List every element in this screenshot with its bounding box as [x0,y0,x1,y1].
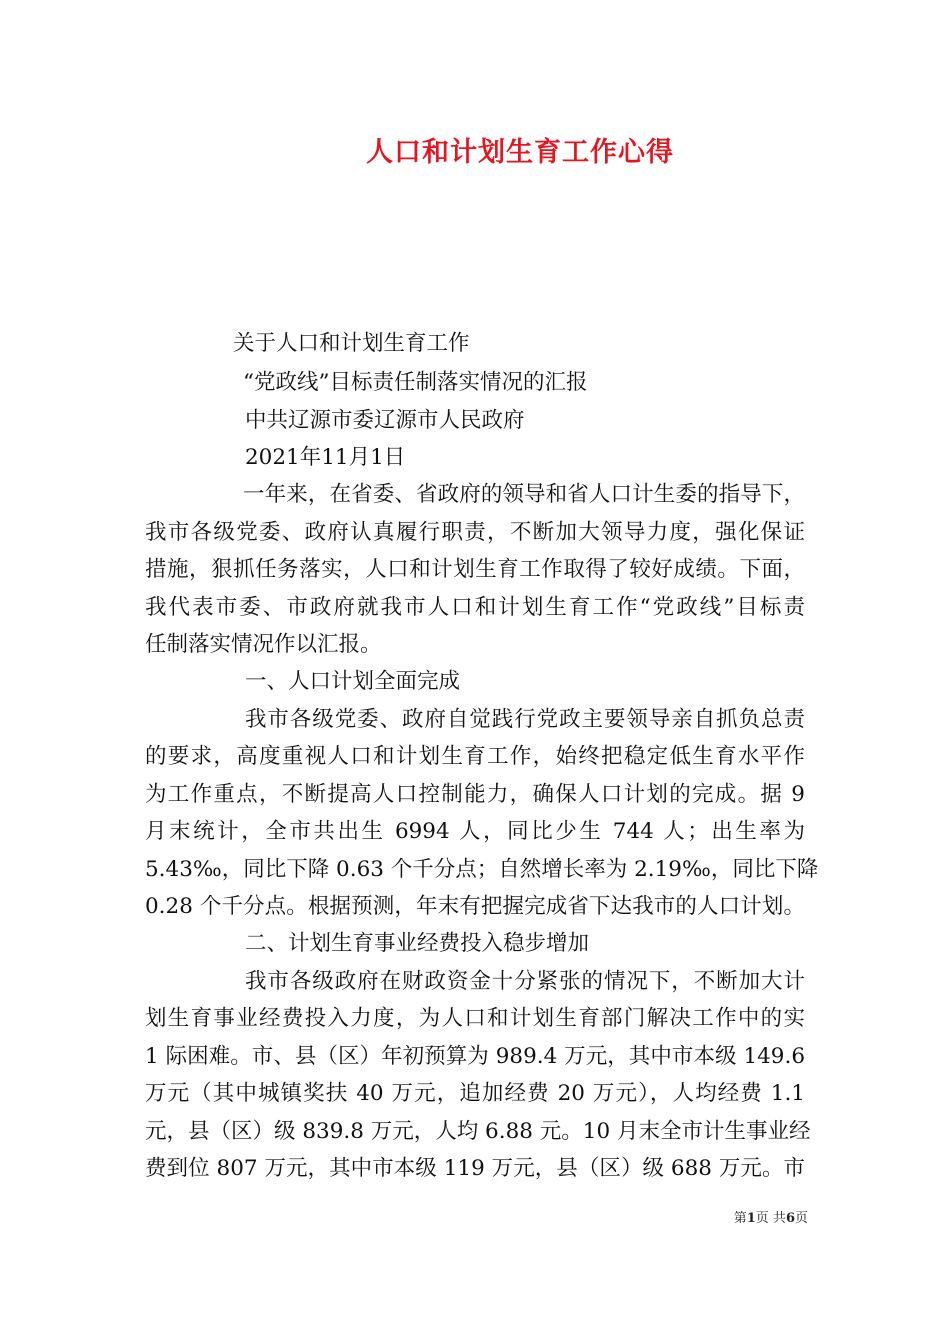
paragraph-line: 我市各级党委、政府自觉践行党政主要领导亲自抓负总责 [245,707,805,732]
paragraph-line: 1 际困难。市、县（区）年初预算为 989.4 万元，其中市本级 149.6 [145,1044,805,1069]
section-heading: 一、人口计划全面完成 [245,669,461,694]
section-heading: 二、计划生育事业经费投入稳步增加 [245,931,590,956]
footer-suffix: 页 [794,1211,808,1226]
paragraph-line: 我代表市委、市政府就我市人口和计划生育工作“党政线”目标责 [145,595,805,620]
total-page-number: 6 [785,1211,795,1226]
paragraph-line: 为工作重点，不断提高人口控制能力，确保人口计划的完成。据 9 [145,782,805,807]
paragraph-line: 元，县（区）级 839.8 万元，人均 6.88 元。10 月末全市计生事业经 [145,1119,811,1144]
footer-middle: 页 共 [755,1211,786,1226]
paragraph-line: 我市各级政府在财政资金十分紧张的情况下，不断加大计 [245,969,805,994]
paragraph-line: 任制落实情况作以汇报。 [145,632,382,657]
header-line: “党政线”目标责任制落实情况的汇报 [243,370,588,395]
footer-prefix: 第 [733,1211,747,1226]
paragraph-line: 一年来，在省委、省政府的领导和省人口计生委的指导下， [243,482,805,507]
paragraph-line: 5.43‰，同比下降 0.63 个千分点；自然增长率为 2.19‰，同比下降 [145,857,819,882]
paragraph-line: 的要求，高度重视人口和计划生育工作，始终把稳定低生育水平作 [145,744,805,769]
header-line: 关于人口和计划生育工作 [233,331,470,356]
paragraph-line: 0.28 个千分点。根据预测，年末有把握完成省下达我市的人口计划。 [145,894,805,919]
paragraph-line: 费到位 807 万元，其中市本级 119 万元，县（区）级 688 万元。市 [145,1156,805,1181]
paragraph-line: 我市各级党委、政府认真履行职责，不断加大领导力度，强化保证 [145,520,805,545]
header-line: 中共辽源市委辽源市人民政府 [245,408,525,433]
header-line: 2021年11月1日 [245,445,406,470]
paragraph-line: 划生育事业经费投入力度，为人口和计划生育部门解决工作中的实 [145,1006,805,1031]
paragraph-line: 措施，狠抓任务落实，人口和计划生育工作取得了较好成绩。下面， [145,557,805,582]
paragraph-line: 月末统计，全市共出生 6994 人，同比少生 744 人；出生率为 [145,819,805,844]
page-footer [0,1207,808,1226]
current-page-number: 1 [746,1211,756,1226]
paragraph-line: 万元（其中城镇奖扶 40 万元，追加经费 20 万元），人均经费 1.1 [145,1081,805,1106]
document-title: 人口和计划生育工作心得 [366,137,674,168]
